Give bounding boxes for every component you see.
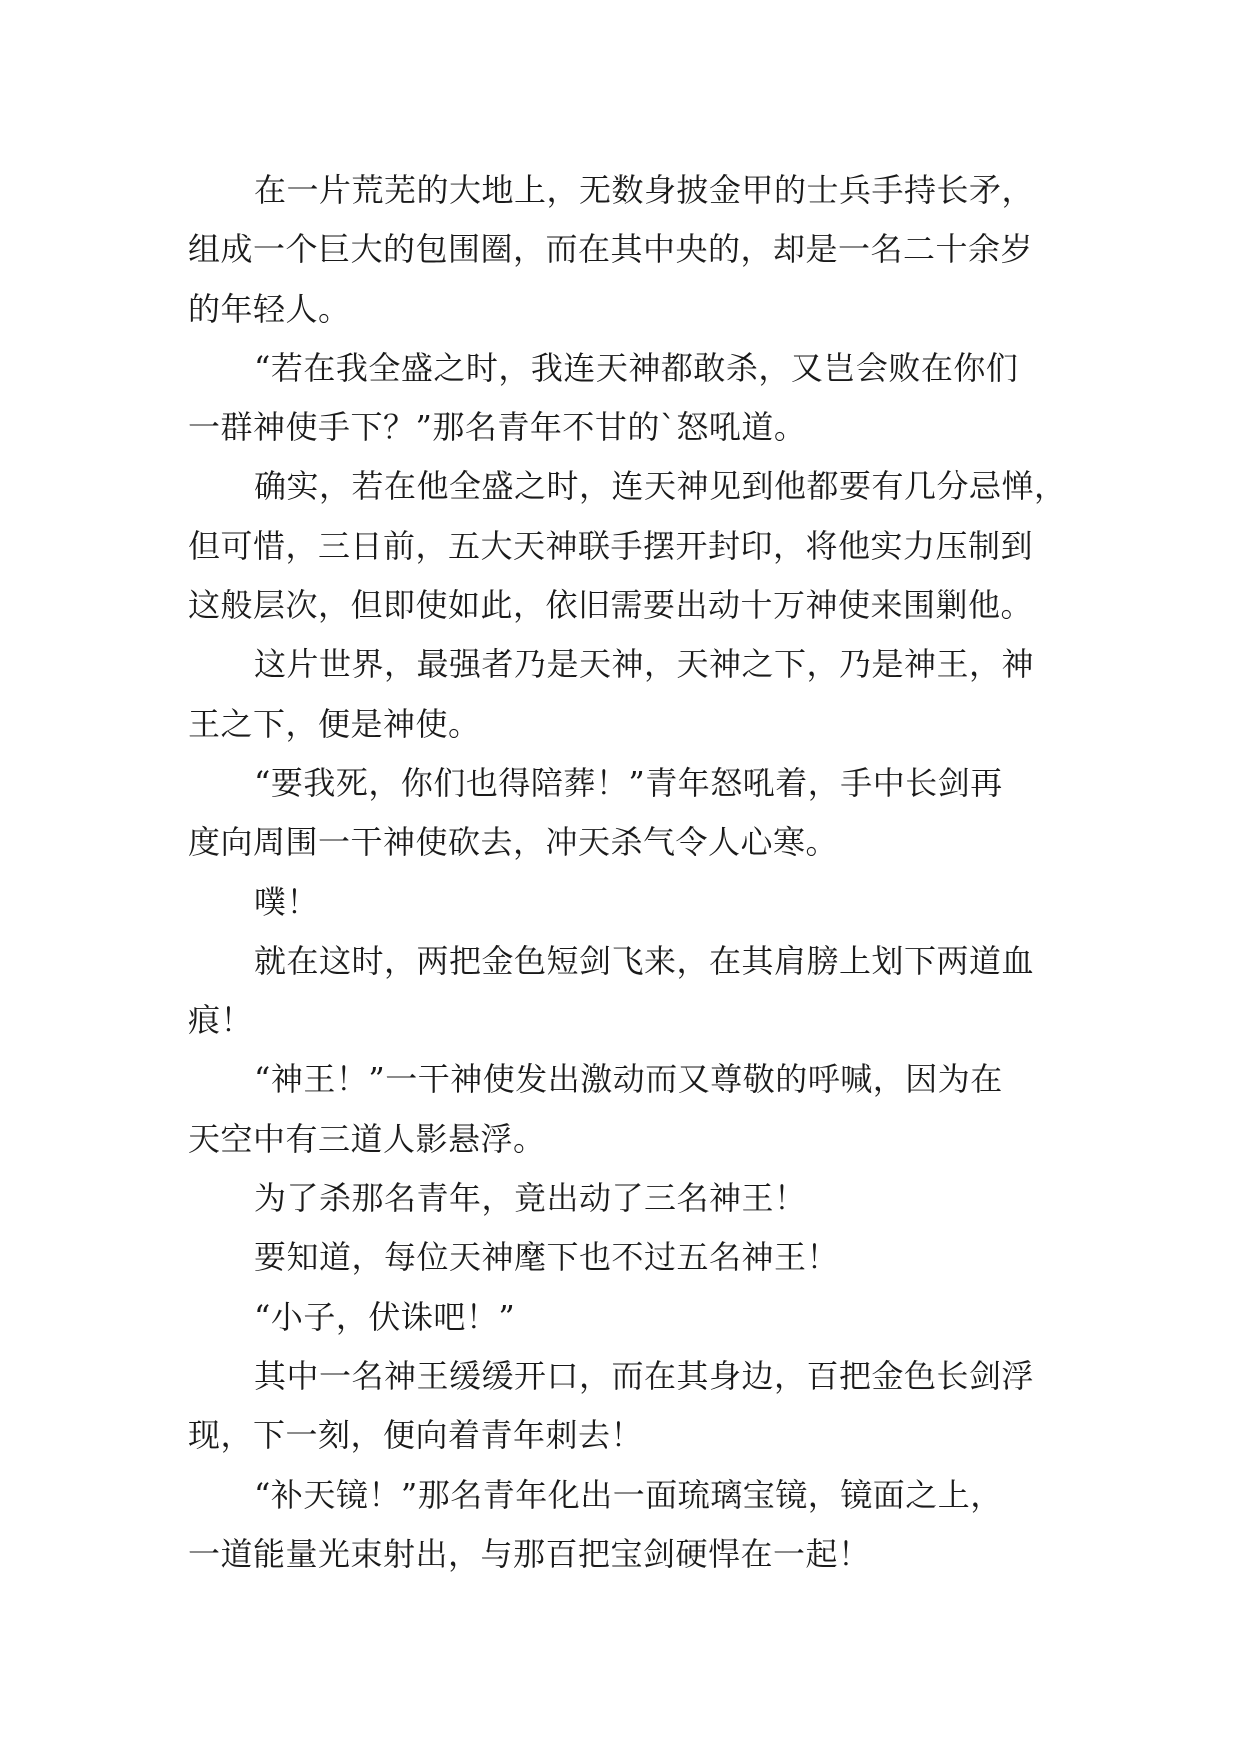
paragraph xyxy=(188,1169,1068,1228)
paragraph xyxy=(188,1050,1068,1169)
paragraph xyxy=(188,635,1068,754)
text-line: 噗！ xyxy=(254,882,320,921)
paragraph xyxy=(188,1466,1068,1585)
text-line: 确实，若在他全盛之时，连天神见到他都要有几分忌惮， xyxy=(254,467,1067,506)
text-line: 在一片荒芜的大地上，无数身披金甲的士兵手持长矛， xyxy=(254,171,1035,209)
paragraph xyxy=(188,1288,1068,1347)
text-line: “要我死，你们也得陪葬！”青年怒吼着，手中长剑再 xyxy=(254,763,1003,802)
text-line: 为了杀那名青年，竟出动了三名神王！ xyxy=(254,1179,807,1218)
text-line: 现，下一刻，便向着青年刺去！ xyxy=(188,1416,644,1455)
paragraph xyxy=(188,873,1068,932)
text-line: “神王！”一干神使发出激动而又尊敬的呼喊，因为在 xyxy=(254,1060,1003,1099)
text-line: “补天镜！”那名青年化出一面琉璃宝镜，镜面之上， xyxy=(254,1475,1003,1514)
text-line: 痕！ xyxy=(188,1001,254,1040)
text-line: 的年轻人。 xyxy=(188,289,351,328)
paragraph xyxy=(188,932,1068,1051)
paragraph xyxy=(188,457,1068,635)
text-line: 这片世界，最强者乃是天神，天神之下，乃是神王，神 xyxy=(254,645,1035,684)
paragraph xyxy=(188,1347,1068,1466)
text-line: “小子，伏诛吧！” xyxy=(254,1297,516,1336)
text-line: 王之下，便是神使。 xyxy=(188,704,481,743)
text-line: 但可惜，三日前，五大天神联手摆开封印，将他实力压制到 xyxy=(188,526,1034,565)
text-line: 就在这时，两把金色短剑飞来，在其肩膀上划下两道血 xyxy=(254,941,1035,980)
text-line: 度向周围一干神使砍去，冲天杀气令人心寒。 xyxy=(188,823,839,862)
paragraph xyxy=(188,754,1068,873)
text-line: 一群神使手下？”那名青年不甘的`怒吼道。 xyxy=(188,408,807,447)
paragraph xyxy=(188,161,1068,339)
text-line: 其中一名神王缓缓开口，而在其身边，百把金色长剑浮 xyxy=(254,1356,1035,1395)
text-line: “若在我全盛之时，我连天神都敢杀，又岂会败在你们 xyxy=(254,348,1019,387)
text-line: 组成一个巨大的包围圈，而在其中央的，却是一名二十余岁 xyxy=(188,230,1034,269)
text-line: 要知道，每位天神麾下也不过五名神王！ xyxy=(254,1238,840,1277)
text-line: 一道能量光束射出，与那百把宝剑硬悍在一起！ xyxy=(188,1534,871,1573)
story-text xyxy=(188,161,1068,1584)
text-line: 这般层次，但即使如此，依旧需要出动十万神使来围剿他。 xyxy=(188,586,1034,625)
paragraph xyxy=(188,1228,1068,1287)
paragraph xyxy=(188,339,1068,458)
text-line: 天空中有三道人影悬浮。 xyxy=(188,1119,546,1158)
